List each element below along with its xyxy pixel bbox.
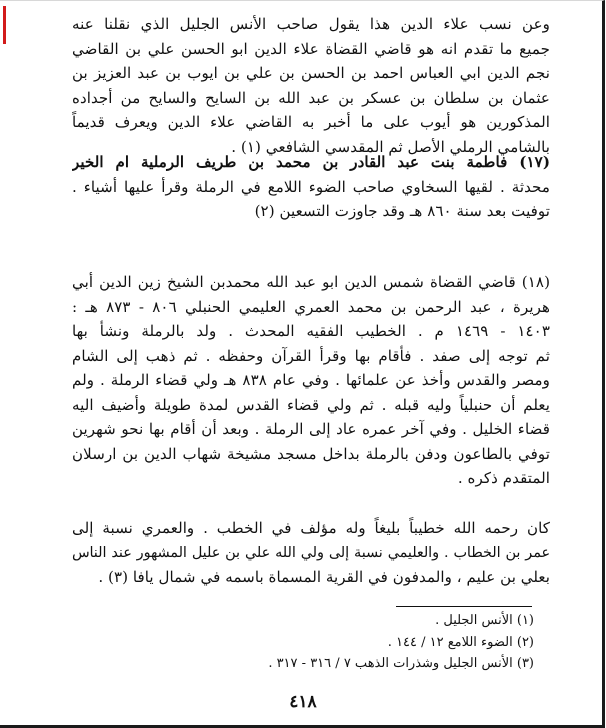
text-line: جميع ما تقدم انه هو قاضي القضاة علاء الدين ابو الحسن علي بن القاضي [72,39,550,58]
text-line: ثم توجه إلى صفد . فأقام بها وقرأ القرآن وحفظه . ثم ذهب إلى الشام [72,346,550,365]
paragraph-ala-al-din-lineage [72,12,550,159]
entry-17-fatima [72,150,550,224]
text-line: توفيت بعد سنة ٨٦٠ هـ وقد جاوزت التسعين (٢) [254,202,550,220]
text-line: يعلم أن حنبلياً وليه قبله . ثم ولي قضاء القدس لمدة طويلة وأضيف اليه [72,395,550,414]
text-line: وعن نسب علاء الدين هذا يقول صاحب الأنس الجليل الذي نقلنا عنه [72,15,550,33]
text-line: بعلي بن عليم ، والمدفون في القرية المسماة باسمه في شمال يافا (٣) . [98,568,550,586]
text-line: المذكورين هو أيوب على ما أخبر به القاضي علاء الدين ويعرف قديماً [72,113,550,131]
margin-mark [3,6,6,44]
text-line: عثمان بن سلطان بن عسكر بن عبد الله بن السايح والسايح من أجداده [72,88,550,107]
entry-18-shams-al-din [72,270,550,491]
footnotes [114,610,534,675]
paragraph-nisba [72,516,550,590]
text-line: المتقدم ذكره . [457,469,550,487]
footnote: (٢) الضوء اللامع ١٢ / ١٤٤ . [387,634,534,650]
text-line: بالشامي الرملي الأصل ثم المقدسي الشافعي (١) . [231,137,550,156]
footnote-divider [396,606,532,607]
text-line: ومصر والقدس وأخذ عن علمائها . وفي عام ٨٣٨ هـ ولي قضاء الرملة . ولم [72,371,550,389]
page-number: ٤١٨ [289,692,317,712]
entry-heading: (١٧) فاطمة بنت عبد القادر بن محمد بن طريف الرملية ام الخير [72,153,550,171]
text-line: ١٤٠٣ - ١٤٦٩ م . الخطيب الفقيه المحدث . ولد بالرملة ونشأ بها [72,322,550,340]
text-line: عمر بن الخطاب . والعليمي نسبة إلى ولي الله علي بن عليل المشهور عند الناس [72,544,550,561]
text-line: نجم الدين ابي العباس احمد بن الحسن بن علي بن ايوب بن عبد العزيز بن [72,64,550,82]
text-line: محدثة . لقيها السخاوي صاحب الضوء اللامع في الرملة وقرأ عليها أشياء . [72,177,550,196]
footnote: (١) الأنس الجليل . [435,613,534,628]
footnote: (٣) الأنس الجليل وشذرات الذهب ٧ / ٣١٦ - ٣١٧ . [268,656,534,671]
text-line: قضاء الخليل . وفي آخر عمره عاد إلى الرملة . وبعد أن أقام بها نحو شهرين [72,420,550,438]
text-line: توفي بالطاعون ودفن بالرملة بداخل مسجد مشيخة شهاب الدين بن ارسلان [72,444,550,463]
text-line: هريرة ، عبد الرحمن بن محمد العمري العليمي الحنبلي ٨٠٦ - ٨٧٣ هـ : [72,297,550,316]
entry-heading: (١٨) قاضي القضاة شمس الدين ابو عبد الله محمدبن الشيخ زين الدين أبي [72,273,550,291]
text-line: كان رحمه الله خطيباً بليغاً وله مؤلف في الخطب . والعمري نسبة إلى [72,519,550,537]
